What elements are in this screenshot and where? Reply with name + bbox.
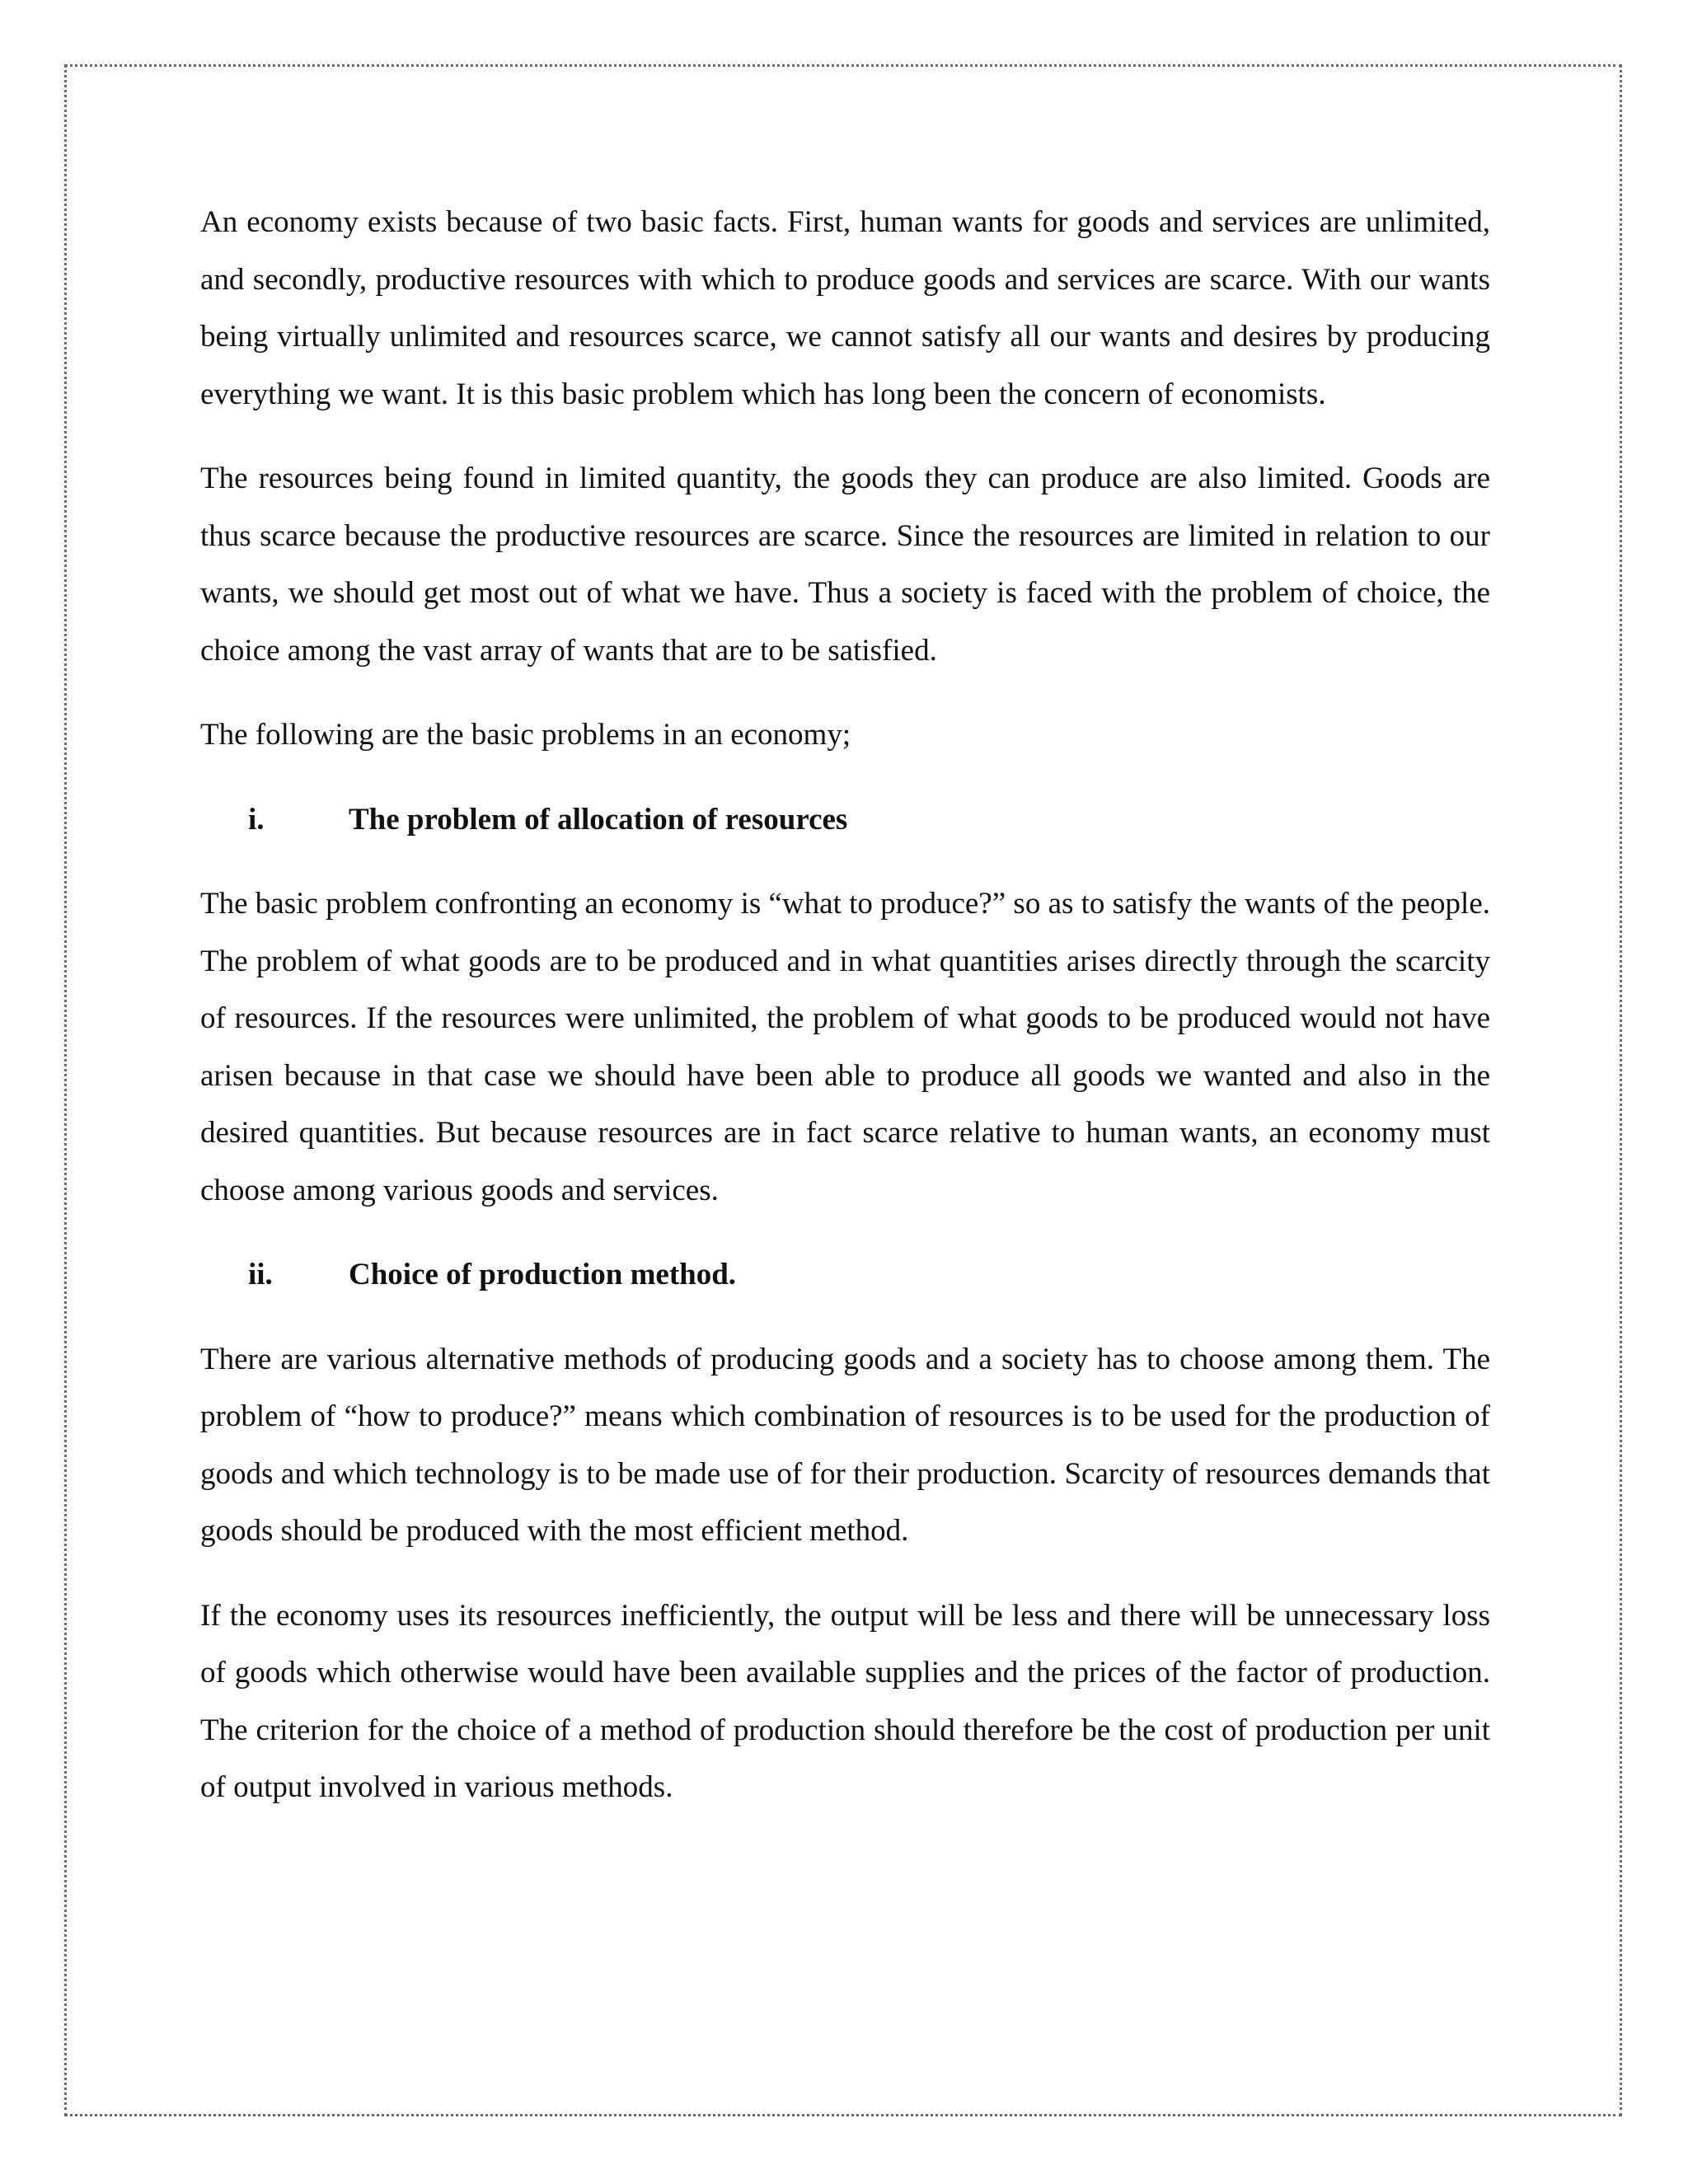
heading-title: Choice of production method. — [349, 1258, 737, 1291]
paragraph-what-to-produce: The basic problem confronting an economy is “what to produce?” so as to satisfy the wants of the people. The problem of what goods are to be produced and in what quantities arises directly through the scarcity of resources. If the resources were unlimited, the problem of what goods to be produced would not have arisen because in that case we should have been able to produce all goods we wanted and also in the desired quantities. But because resources are in fact scarce relative to human wants, an economy must choose among various goods and services. — [200, 887, 1490, 1207]
heading-title: The problem of allocation of resources — [349, 802, 848, 837]
heading-number: ii. — [248, 1258, 273, 1291]
paragraph-intro: An economy exists because of two basic facts. First, human wants for goods and services are unlimited, and secondly, productive resources with which to produce goods and services are scarce. With our wants being virtually unlimited and resources scarce, we cannot satisfy all our wants and desires by producing everything we want. It is this basic problem which has long been the concern of economists. — [200, 205, 1490, 411]
paragraph-problems-lead: The following are the basic problems in an economy; — [200, 718, 851, 752]
heading-number: i. — [248, 802, 265, 837]
paragraph-scarcity: The resources being found in limited quantity, the goods they can produce are also limited. Goods are thus scarce because the productive resources are scarce. Since the resources are limited in relation to our wants, we should get most out of what we have. Thus a society is faced with the problem of choice, the choice among the vast array of wants that are to be satisfied. — [200, 462, 1490, 668]
section-heading-production-method — [200, 1246, 1490, 1304]
document-body — [200, 194, 1490, 1844]
paragraph-how-to-produce: There are various alternative methods of producing goods and a society has to choose among them. The problem of “how to produce?” means which combination of resources is to be used for the production of goods and which technology is to be made use of for their production. Scarcity of resources demands that goods should be produced with the most efficient method. — [200, 1342, 1490, 1548]
section-heading-allocation — [200, 791, 1490, 849]
paragraph-efficiency: If the economy uses its resources inefficiently, the output will be less and there will be unnecessary loss of goods which otherwise would have been available supplies and the prices of the factor of production. The criterion for the choice of a method of production should therefore be the cost of production per unit of output involved in various methods. — [200, 1598, 1490, 1804]
